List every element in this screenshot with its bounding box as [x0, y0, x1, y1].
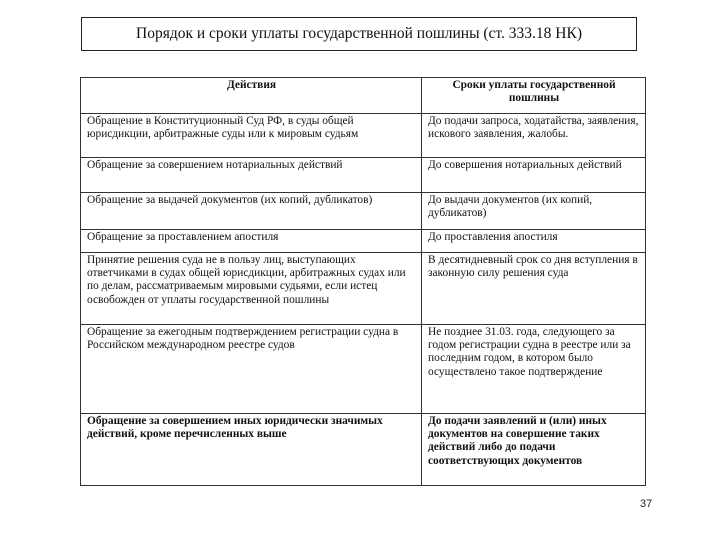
action-cell: Обращение в Конституционный Суд РФ, в суды общей юрисдикции, арбитражные суды или к мировым судьям: [81, 114, 422, 158]
action-cell: Обращение за совершением иных юридически значимых действий, кроме перечисленных выше: [81, 414, 422, 486]
page-number: 37: [640, 498, 653, 510]
header-terms: Сроки уплаты государственной пошлины: [422, 78, 646, 114]
table-row: [81, 325, 646, 414]
table-row: [81, 414, 646, 486]
action-cell: Принятие решения суда не в пользу лиц, выступающих ответчиками в судах общей юрисдикции, арбитражных судах или по делам, рассматриваемым мировыми судьями, если истец освобожден от уплаты государственной пошлины: [81, 253, 422, 325]
term-cell: До проставления апостиля: [422, 230, 646, 253]
header-actions: Действия: [81, 78, 422, 114]
term-cell: До выдачи документов (их копий, дубликатов): [422, 193, 646, 230]
term-cell: До подачи запроса, ходатайства, заявления, искового заявления, жалобы.: [422, 114, 646, 158]
term-cell: До подачи заявлений и (или) иных документов на совершение таких действий либо до подачи соответствующих документов: [422, 414, 646, 486]
table-row: [81, 193, 646, 230]
term-cell: Не позднее 31.03. года, следующего за годом регистрации судна в реестре или за последним годом, в котором было осуществлено такое подтверждение: [422, 325, 646, 414]
term-cell: До совершения нотариальных действий: [422, 158, 646, 193]
table-row: [81, 253, 646, 325]
action-cell: Обращение за ежегодным подтверждением регистрации судна в Российском международном реестре судов: [81, 325, 422, 414]
table-row: [81, 158, 646, 193]
payment-table: [80, 77, 646, 486]
action-cell: Обращение за проставлением апостиля: [81, 230, 422, 253]
table-header-row: [81, 78, 646, 114]
term-cell: В десятидневный срок со дня вступления в законную силу решения суда: [422, 253, 646, 325]
table-row: [81, 230, 646, 253]
action-cell: Обращение за совершением нотариальных действий: [81, 158, 422, 193]
action-cell: Обращение за выдачей документов (их копий, дубликатов): [81, 193, 422, 230]
slide-title: Порядок и сроки уплаты государственной пошлины (ст. 333.18 НК): [81, 17, 637, 51]
table-row: [81, 114, 646, 158]
